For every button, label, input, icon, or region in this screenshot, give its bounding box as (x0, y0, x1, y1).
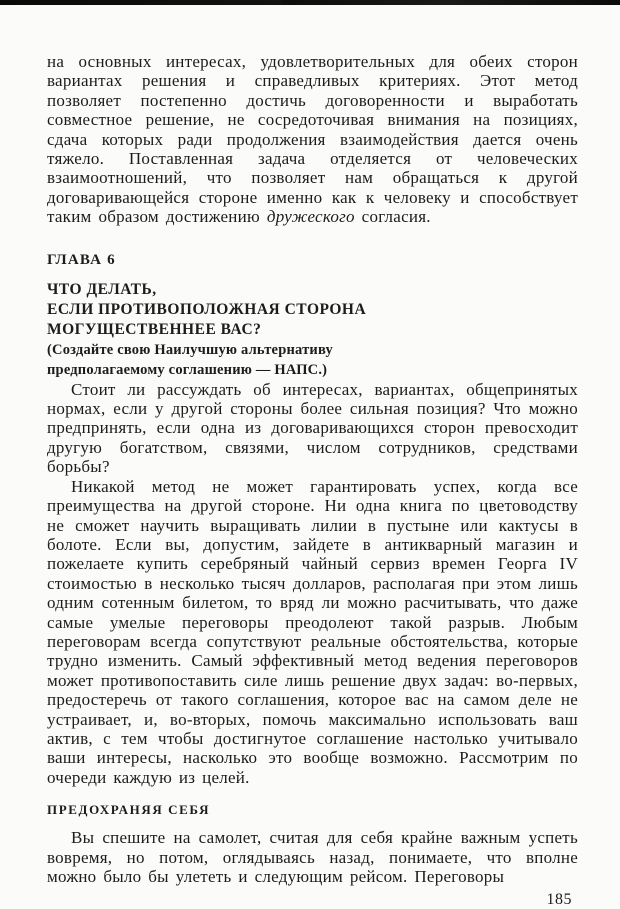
paragraph-questions: Стоит ли рассуждать об интересах, вариантах, общепринятых нормах, если у другой стороны более сильная позиция? Что можно предпринять, если одна из договаривающихся сторон превосходит другую богатством, связями, числом сотрудников, средствами борьбы? (47, 379, 578, 477)
chapter-number-label: ГЛАВА 6 (47, 251, 116, 268)
chapter-heading-block (47, 252, 578, 380)
paragraph-continuation-text: на основных интересах, удовлетворительных для обеих сторон вариантах решения и справедливых критериях. Этот метод позволяет постепенно достичь договоренности и выработать совместное решение, не сосредоточивая внимания на позициях, сдача которых ради продолжения взаимодействия дается очень тяжело. Поставленная задача отделяется от человеческих взаимоотношений, что позволяет нам обращаться к другой договаривающейся стороне именно как к человеку и способствует таким образом достижению (47, 52, 578, 227)
chapter-subtitle-line-2: предполагаемому соглашению — НАПС.) (47, 361, 328, 378)
section-heading-protecting-yourself: ПРЕДОХРАНЯЯ СЕБЯ (47, 802, 211, 818)
chapter-subtitle-line-1: (Создайте свою Наилучшую альтернативу (47, 341, 333, 358)
page-text-column (47, 52, 578, 909)
paragraph-no-method: Никакой метод не может гарантировать успех, когда все преимущества на другой стороне. Ни одна книга по цветоводству не сможет научить выращивать лилии в пустыне или кактусы в болоте. Если вы, допустим, зайдете в антикварный магазин и пожелаете купить серебряный чайный сервиз времен Георга IV стоимостью в несколько тысяч долларов, располагая при этом лишь одним сотенным билетом, то вряд ли можно расчитывать, что даже самые умелые переговоры преодолеют такой разрыв. Любым переговорам всегда сопутствуют реальные обстоятельства, которые трудно изменить. Самый эффективный метод ведения переговоров может противопоставить силе лишь решение двух задач: во-первых, предостеречь от такого соглашения, которое вас на самом деле не устраивает, и, во-вторых, помочь максимально использовать ваш актив, с тем чтобы достигнутое соглашение настолько учитывало ваши интересы, насколько это вообще возможно. Рассмотрим по очереди каждую из целей. (47, 476, 578, 787)
chapter-title-line-3: МОГУЩЕСТВЕННЕЕ ВАС? (47, 320, 262, 338)
paragraph-continuation-end: согласия. (354, 207, 431, 227)
chapter-title-line-2: ЕСЛИ ПРОТИВОПОЛОЖНАЯ СТОРОНА (47, 300, 367, 318)
emphasized-word: дружеского (266, 207, 355, 227)
paragraph-continuation (47, 52, 578, 227)
paragraph-airplane: Вы спешите на самолет, считая для себя крайне важным успеть вовремя, но потом, оглядываясь назад, понимаете, что вполне можно было бы улететь и следующим рейсом. Переговоры (47, 828, 578, 886)
chapter-title-line-1: ЧТО ДЕЛАТЬ, (47, 280, 157, 298)
scan-artifact-top-line (0, 0, 620, 5)
page-number: 185 (546, 891, 572, 909)
